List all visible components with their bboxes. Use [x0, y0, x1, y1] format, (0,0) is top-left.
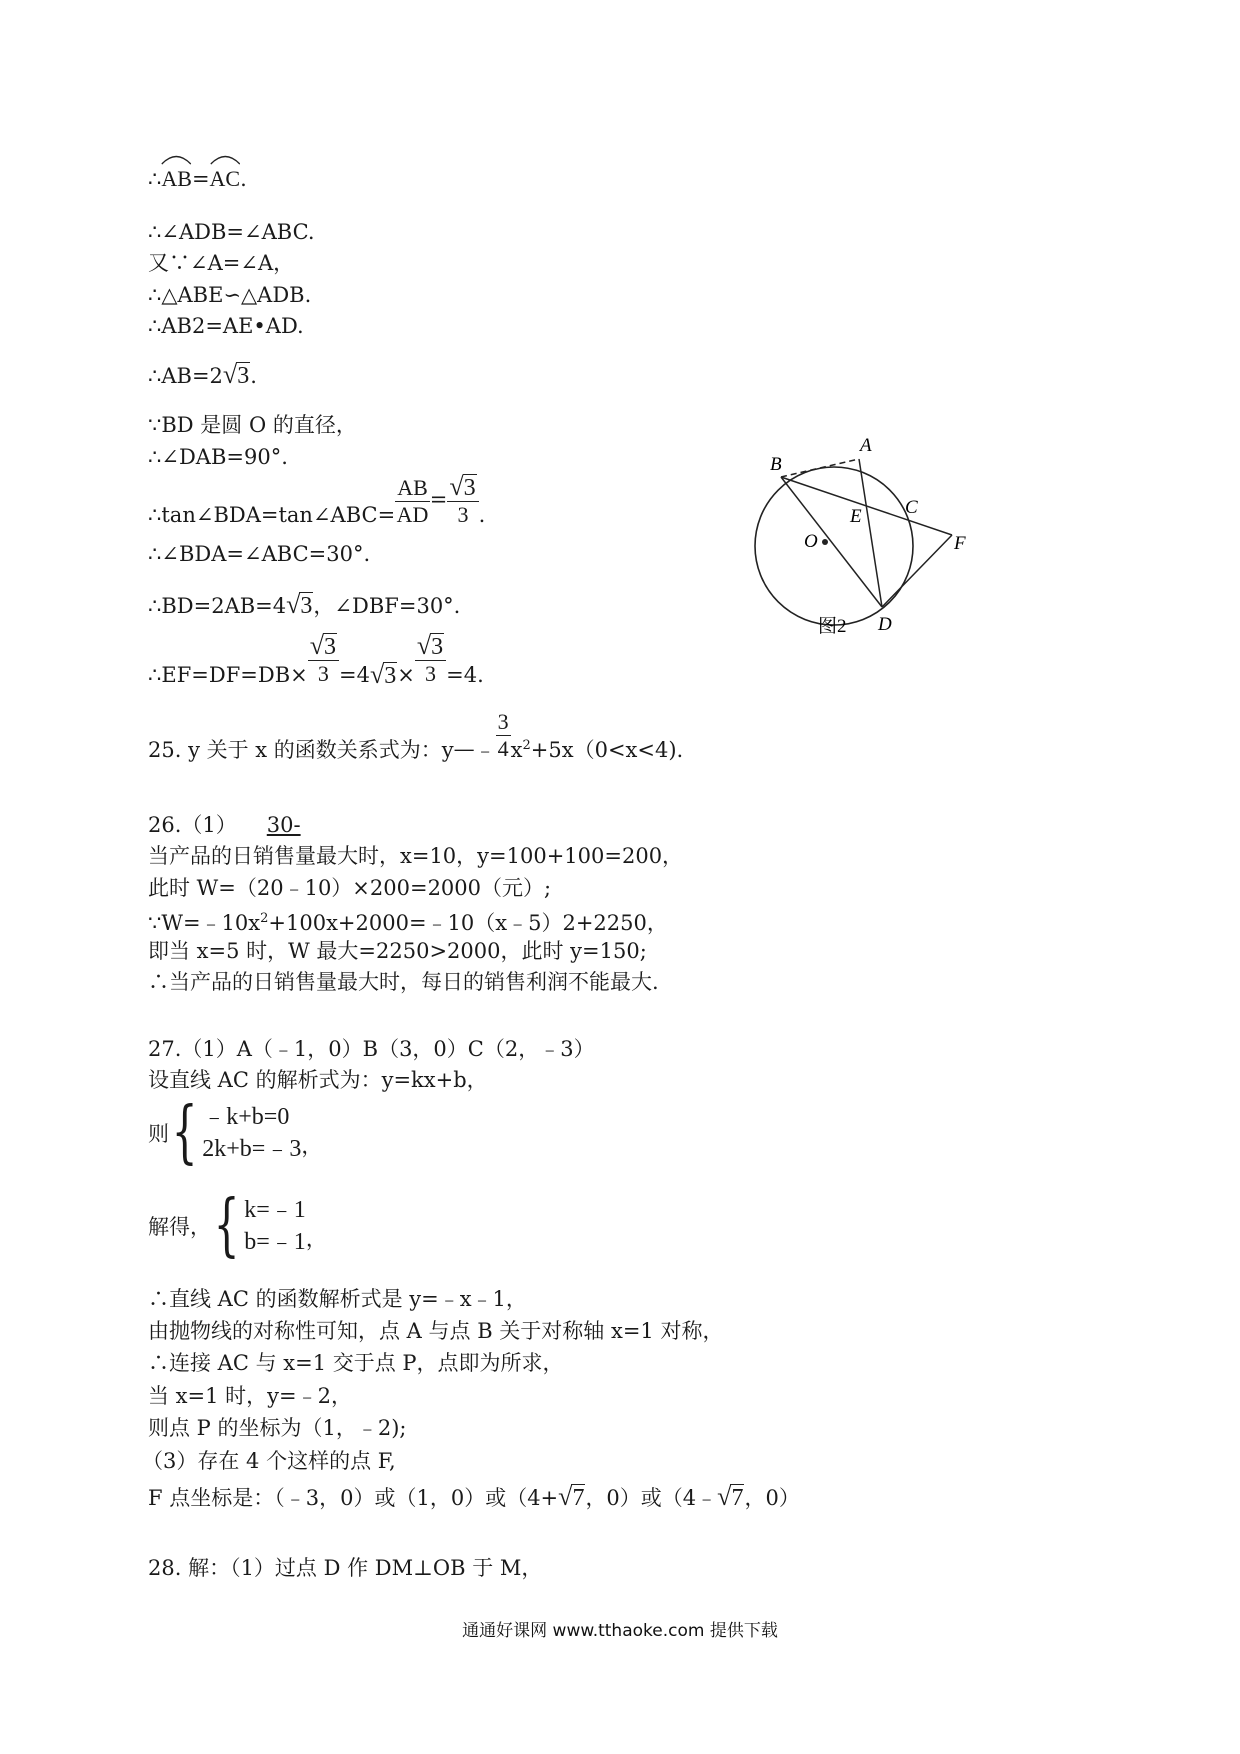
- line-similar-triangles: ∴△ABE∽△ADB.: [148, 283, 312, 307]
- sqrt-radical: √7: [558, 1482, 585, 1511]
- line-ab-squared: ∴AB2=AE•AD.: [148, 314, 304, 338]
- question-27-line: ∴直线 AC 的函数解析式是 y=﹣x﹣1，: [148, 1287, 527, 1311]
- question-25: 25. y 关于 x 的函数关系式为：y—﹣ $\frac{3}{4}$ $x^2+5x(0<x<4)$.: [148, 708, 684, 762]
- label-a: A: [860, 435, 872, 456]
- question-26-line: 即当 x=5 时，W 最大=2250>2000，此时 y=150;: [148, 939, 647, 963]
- center-point-o: [822, 539, 828, 545]
- fraction-sqrt3-over-3: $\frac{√3}{3}$: [308, 633, 339, 687]
- question-27-line: 当 x=1 时，y=﹣2，: [148, 1384, 352, 1408]
- sqrt-radical: √3: [222, 360, 250, 389]
- arc-ac: AC: [210, 166, 241, 192]
- fraction-sqrt3-over-3: $\frac{√3}{3}$: [415, 633, 446, 687]
- line-tan-ratio: ∴tan∠BDA=tan∠ABC= $\frac{AB}{AD}$ = $\frac{√3}{3}$ .: [148, 472, 486, 527]
- line-angle-adb: ∴∠ADB=∠ABC.: [148, 220, 315, 244]
- label-o: O: [804, 531, 818, 552]
- arc-ab: AB: [161, 166, 192, 192]
- question-27-line: 由抛物线的对称性可知，点 A 与点 B 关于对称轴 x=1 对称，: [148, 1319, 724, 1343]
- sqrt-radical: √3: [286, 590, 313, 619]
- question-27-line: 设直线 AC 的解析式为：y=kx+b，: [148, 1068, 488, 1092]
- arc-cap-icon: [210, 153, 241, 165]
- line-ab-value: ∴AB=2√3.: [148, 360, 257, 389]
- question-27-line: 则点 P 的坐标为（1，﹣2);: [148, 1416, 407, 1440]
- arc-cap-icon: [161, 153, 192, 165]
- line-ef-value: ∴EF=DF=DB× $\frac{√3}{3}$ =4√3× $\frac{√3}{3}$ =4.: [148, 631, 484, 689]
- left-brace-icon: {: [171, 1093, 198, 1172]
- line-angle-30: ∴∠BDA=∠ABC=30°.: [148, 542, 371, 566]
- question-27-line: （3）存在 4 个这样的点 F,: [142, 1449, 396, 1473]
- fraction-3-over-4: $\frac{3}{4}$: [497, 708, 509, 761]
- line-angle-dab: ∴∠DAB=90°.: [148, 445, 288, 469]
- line-angle-a: 又∵∠A=∠A，: [148, 251, 295, 275]
- fraction-ab-ad: $\frac{AB}{AD}$: [396, 474, 429, 527]
- label-f: F: [954, 533, 966, 554]
- question-28-title: 28. 解：（1）过点 D 作 DM⊥OB 于 M，: [148, 1556, 543, 1580]
- label-c: C: [905, 497, 918, 518]
- sqrt-radical: √7: [717, 1482, 744, 1511]
- question-27-coordinates: F 点坐标是：（﹣3，0）或（1，0）或（4+√7，0）或（4﹣√7，0）: [148, 1482, 800, 1511]
- question-26-line: ∴当产品的日销售量最大时，每日的销售利润不能最大.: [148, 970, 659, 994]
- question-27-line: ∴连接 AC 与 x=1 交于点 P，点即为所求，: [148, 1351, 564, 1375]
- segment-bf: [781, 477, 952, 535]
- left-brace-icon: {: [213, 1186, 240, 1265]
- therefore-symbol: ∴: [148, 167, 162, 191]
- page-footer: 通通好课网 www.tthaoke.com 提供下载: [462, 1621, 778, 1641]
- segment-bd: [781, 477, 882, 607]
- question-26-line: 此时 W=（20﹣10）×200=2000（元）;: [148, 876, 552, 900]
- line-bd-value: ∴BD=2AB=4√3，∠DBF=30°.: [148, 590, 461, 619]
- label-b: B: [770, 454, 782, 475]
- line-arc-equality: ∴ AB= AC.: [148, 166, 247, 192]
- equation-system-1: 则 { ﹣k+b=0 2k+b=﹣3 ，: [148, 1093, 323, 1172]
- segment-df: [882, 535, 952, 607]
- question-26-line: 当产品的日销售量最大时，x=10，y=100+100=200，: [148, 844, 684, 868]
- line-bd-diameter: ∵BD 是圆 O 的直径，: [148, 413, 357, 437]
- question-26-line: $\because W=﹣10x^2+100x+2000=﹣10(x﹣5)2+2250$，: [148, 911, 668, 935]
- equation-system-2: 解得， { k=﹣1 b=﹣1 ，: [148, 1186, 327, 1265]
- question-26-title: 26.（1） 30-: [148, 813, 301, 837]
- fraction-sqrt3-over-3: $\frac{√3}{3}$: [447, 474, 478, 528]
- answer-underlined: 30-: [266, 813, 301, 837]
- label-e: E: [850, 506, 862, 527]
- label-d: D: [878, 614, 892, 635]
- geometry-figure: [740, 430, 980, 650]
- figure-caption: 图2: [818, 616, 847, 637]
- question-27-title: 27.（1）A（﹣1，0）B（3，0）C（2，﹣3）: [148, 1037, 595, 1061]
- sqrt-radical: √3: [369, 660, 397, 689]
